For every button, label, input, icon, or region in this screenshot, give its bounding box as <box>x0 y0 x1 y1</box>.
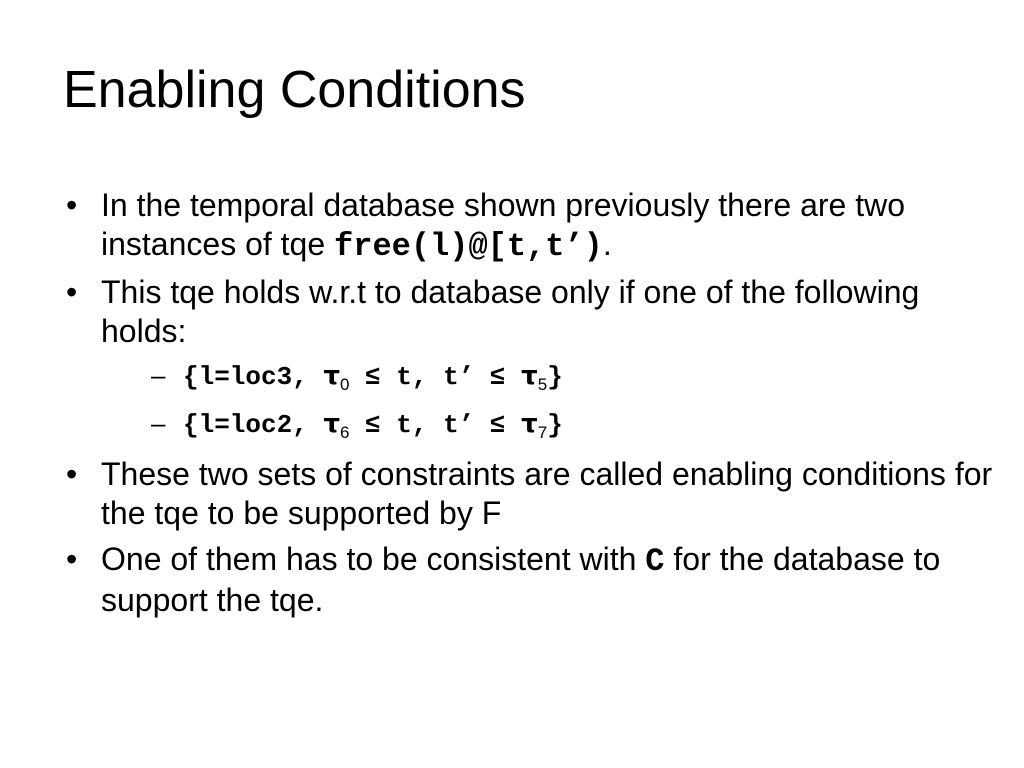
bullet-code: C <box>645 543 665 580</box>
constraint-mid: ≤ t, t’ ≤ <box>349 362 522 392</box>
tau-subscript: 6 <box>340 423 350 442</box>
bullet-suffix: . <box>602 226 612 262</box>
sub-bullet-marker: – <box>151 408 166 438</box>
bullet-item <box>66 186 996 266</box>
sub-bullet-list <box>101 359 996 441</box>
bullet-marker: • <box>66 274 78 310</box>
tau-subscript: 5 <box>537 375 548 394</box>
slide-title: Enabling Conditions <box>63 61 526 119</box>
bullet-text: In the temporal database shown previously there are two instances of tqe <box>101 187 906 262</box>
bullet-marker: • <box>66 187 78 223</box>
bullet-list <box>66 186 996 627</box>
bullet-code: free(l)@[t,t’) <box>334 228 603 265</box>
constraint-mid: ≤ t, t’ ≤ <box>349 410 522 440</box>
tau-subscript: 0 <box>340 375 350 394</box>
bullet-item <box>66 540 996 620</box>
bullet-suffix: for the database to support the tqe. <box>101 541 941 618</box>
bullet-item <box>66 273 996 441</box>
bullet-text: This tqe holds w.r.t to database only if one of the following holds: <box>101 274 920 349</box>
tau-subscript: 7 <box>537 423 548 442</box>
bullet-marker: • <box>66 541 78 577</box>
bullet-item <box>66 455 996 533</box>
constraint-open: {l=loc2, <box>183 410 324 440</box>
sub-bullet-item <box>101 407 996 441</box>
tau-symbol: τ <box>521 409 538 439</box>
tau-symbol: τ <box>323 361 341 391</box>
bullet-text: One of them has to be consistent with <box>101 541 646 577</box>
constraint-close: } <box>547 362 563 392</box>
tau-symbol: τ <box>323 409 341 439</box>
constraint-open: {l=loc3, <box>183 362 324 392</box>
bullet-marker: • <box>66 456 78 492</box>
bullet-text: These two sets of constraints are called enabling conditions for the tqe to be supported by F <box>101 456 993 531</box>
sub-bullet-item <box>101 359 996 393</box>
sub-bullet-marker: – <box>151 360 166 390</box>
tau-symbol: τ <box>521 361 538 391</box>
constraint-close: } <box>547 410 563 440</box>
